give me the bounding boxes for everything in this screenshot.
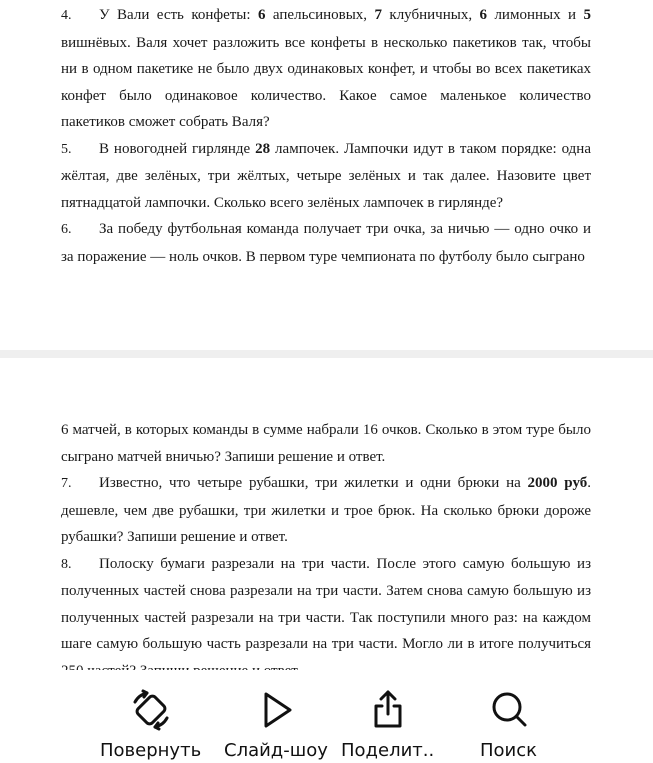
problem-number: 4. (61, 8, 72, 23)
problem-number: 7. (61, 476, 72, 491)
problem-number: 6. (61, 222, 72, 237)
slideshow-button[interactable] (224, 688, 328, 761)
problem-5: 5. В новогодней гирлянде 28 лампочек. Лампочки идут в таком порядке: одна жёлтая, две зелёных, три жёлтых, четыре зелёных и так далее. Назовите цвет пятнадцатой лампочки. Сколько всего зелёных лампочек в гирлянде? (61, 136, 591, 217)
problem-text: За победу футбольная команда получает три очка, за ничью — одно очко и за поражение — ноль очков. В первом туре чемпионата по футболу было сыграно (61, 221, 591, 265)
search-label: Поиск (480, 740, 538, 761)
rotate-label: Повернуть (100, 740, 202, 761)
page-1-text (61, 2, 591, 270)
problem-8 (61, 551, 591, 685)
play-icon (254, 688, 298, 732)
page-2-text (61, 417, 591, 684)
share-label: Поделит.. (341, 740, 435, 761)
problem-7: 7. Известно, что четыре рубашки, три жилетки и одни брюки на 2000 руб. дешевле, чем две рубашки, три жилетки и трое брюк. На сколько брюки дороже рубашки? Запиши решение и ответ. (61, 470, 591, 551)
slideshow-label: Слайд-шоу (224, 740, 328, 761)
problem-6-continuation: 6 матчей, в которых команды в сумме набрали 16 очков. Сколько в этом туре было сыграно матчей вничью? Запиши решение и ответ. (61, 422, 591, 465)
share-button[interactable] (341, 688, 434, 761)
search-button[interactable] (480, 688, 537, 761)
problem-number: 5. (61, 141, 72, 157)
problem-text: Полоску бумаги разрезали на три части. После этого самую большую из полученных частей снова разрезали на три части. Затем снова самую большую из полученных частей разрезали на три части. Так поступили много раз: на каждом шаге самую большую часть разрезали на три части. Могло ли в итоге получиться (61, 555, 591, 652)
share-icon (366, 688, 410, 732)
search-icon (487, 688, 531, 732)
rotate-button[interactable] (100, 688, 201, 761)
problem-4: 4. У Вали есть конфеты: 6 апельсиновых, 7 клубничных, 6 лимонных и 5 вишнёвых. Валя хочет разложить все конфеты в несколько пакетиков так, чтобы ни в одном пакетике не было двух одинаковых конфет, и чтобы во всех пакетиках конфет было одинаковое количество. Какое самое маленькое количество пакетиков сможет собрать Валя? (61, 2, 591, 136)
problem-6 (61, 216, 591, 270)
problem-number: 8. (61, 556, 72, 572)
bottom-toolbar (0, 670, 653, 763)
page-separator (0, 350, 653, 358)
rotate-icon (129, 688, 173, 732)
document-page-1 (0, 0, 653, 350)
document-page-2 (0, 358, 653, 670)
